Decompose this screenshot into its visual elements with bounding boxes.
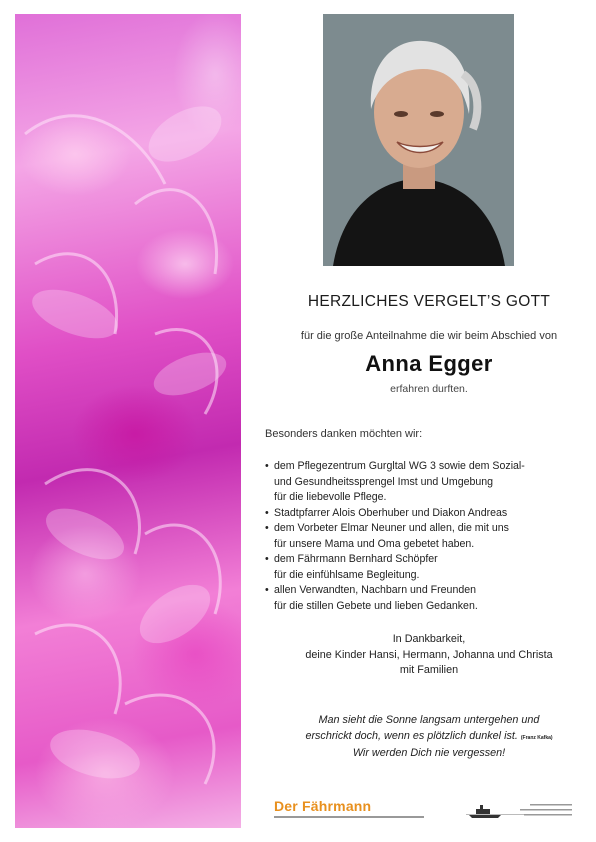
- contact-graphic: [510, 802, 572, 818]
- subtitle: für die große Anteilnahme die wir beim Abschied von: [300, 330, 558, 342]
- quote-block: [262, 713, 596, 762]
- thanks-list: [265, 459, 585, 614]
- list-item: • dem Fährmann Bernhard Schöpfer für die einfühlsame Begleitung.: [265, 552, 585, 583]
- quote-line: Wir werden Dich nie vergessen!: [352, 747, 506, 759]
- page-title: HERZLICHES VERGELT’S GOTT: [307, 293, 551, 310]
- closing-line: mit Familien: [399, 664, 459, 676]
- quote-author: (Franz Kafka): [520, 734, 553, 741]
- list-item: • Stadtpfarrer Alois Oberhuber und Diakon Andreas: [265, 506, 585, 522]
- ship-icon: [466, 804, 504, 820]
- portrait-photo: [323, 14, 514, 266]
- list-item: • dem Vorbeter Elmar Neuner und allen, die mit uns für unsere Mama und Oma gebetet haben.: [265, 521, 585, 552]
- footer-contact: [510, 802, 572, 819]
- deceased-name: Anna Egger: [365, 351, 493, 376]
- thanks-intro: Besonders danken möchten wir:: [265, 428, 423, 440]
- quote-line: [262, 729, 596, 747]
- logo: Der Fährmann: [274, 798, 372, 814]
- flower-image: [15, 14, 241, 828]
- list-item: • dem Pflegezentrum Gurgltal WG 3 sowie dem Sozial- und Gesundheitssprengel Imst und Umgebung für die liebevolle Pflege.: [265, 459, 585, 506]
- flower-petals: [15, 14, 241, 828]
- quote-line: Man sieht die Sonne langsam untergehen und: [318, 714, 540, 726]
- portrait-figure: [323, 14, 514, 266]
- closing-line: deine Kinder Hansi, Hermann, Johanna und Christa: [305, 648, 553, 661]
- closing-block: [262, 632, 596, 679]
- tagline-graphic: [274, 815, 424, 820]
- quote-text: erschrickt doch, wenn es plötzlich dunkel ist.: [305, 729, 518, 742]
- list-item: • allen Verwandten, Nachbarn und Freunden für die stillen Gebete und lieben Gedanken.: [265, 583, 585, 614]
- name-subline: erfahren durften.: [390, 383, 468, 395]
- logo-tagline: [274, 815, 464, 821]
- closing-line: In Dankbarkeit,: [392, 633, 466, 645]
